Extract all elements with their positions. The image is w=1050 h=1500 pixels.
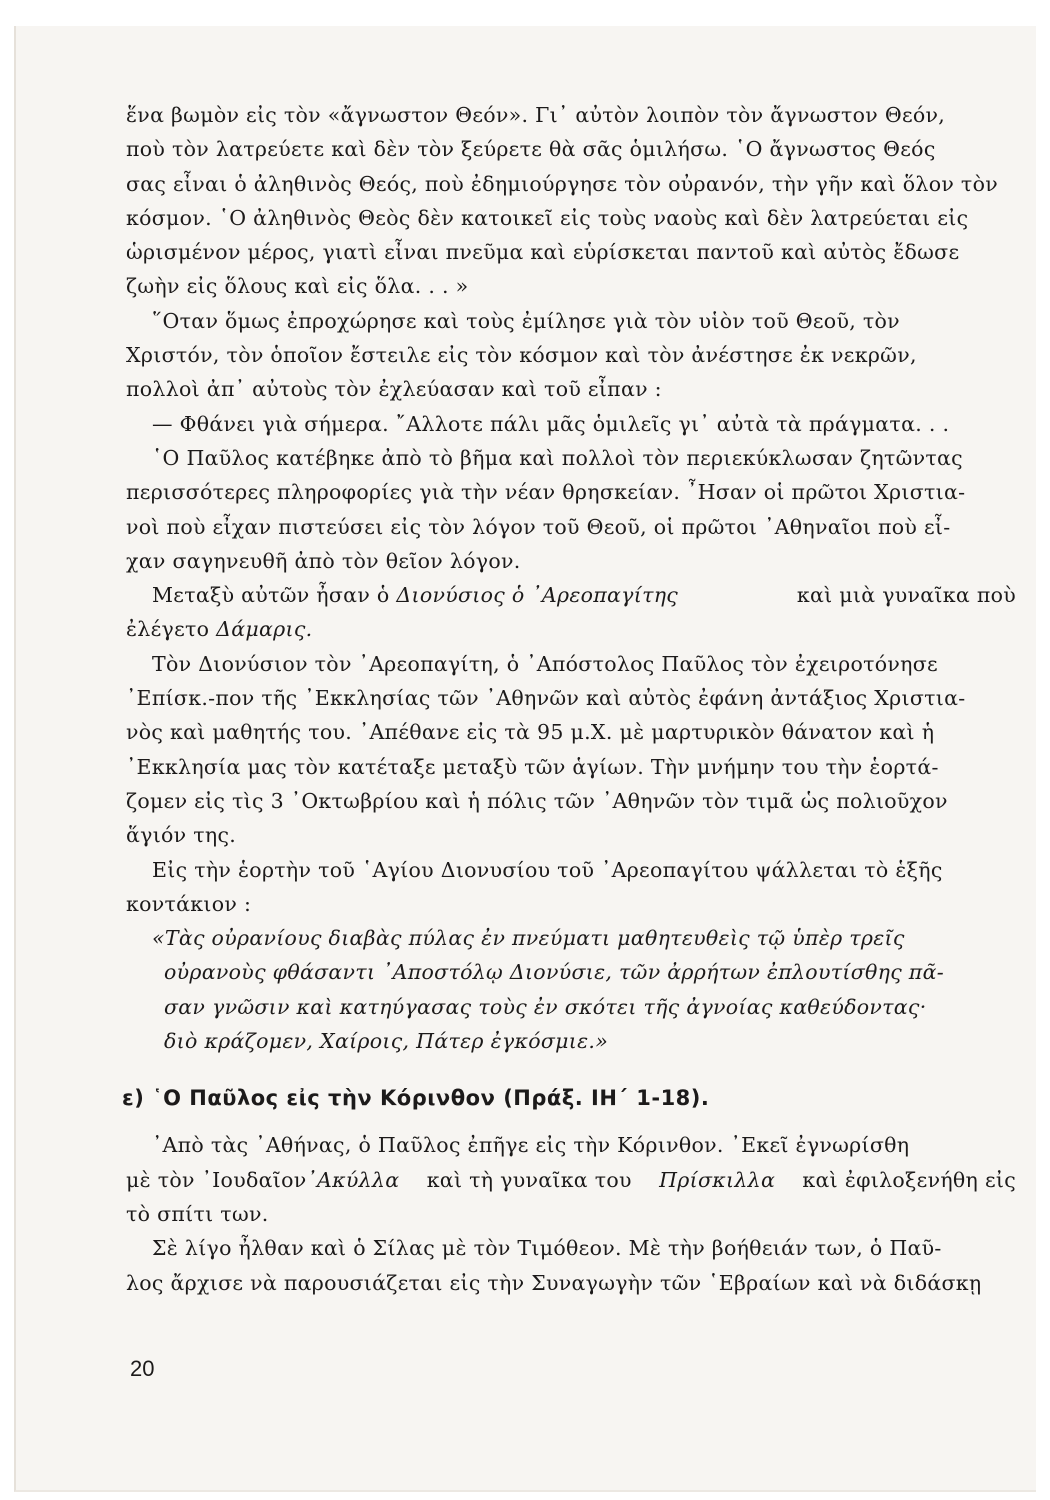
text-span: ἕνα βωμὸν εἰς τὸν «ἄγνωστον Θεόν». Γι᾽ αὐτὸν λοιπὸν τὸν ἄγνωστον Θεόν, [126, 103, 946, 127]
text-span: «Τὰς οὐρανίους διαβὰς πύλας ἐν πνεύματι μαθητευθεὶς τῷ ὑπὲρ τρεῖς [152, 926, 905, 951]
text-span: ζομεν εἰς τὶς 3 ᾽Οκτωβρίου καὶ ἡ πόλις τῶν ᾽Αθηνῶν τὸν τιμᾶ ὡς πολιοῦχον [126, 788, 948, 813]
text-line [126, 1163, 1016, 1197]
person-name: Διονύσιος ὁ ᾽Αρεοπαγίτης [396, 583, 679, 608]
text-line [126, 853, 1016, 887]
text-line [126, 1266, 1016, 1300]
text-line [126, 544, 1016, 578]
text-span: ᾽Εκκλησία μας τὸν κατέταξε μεταξὺ τῶν ἁγίων. Τὴν μνήμην του τὴν ἑορτά- [126, 754, 939, 779]
text-line [126, 235, 1016, 269]
section-heading: ε) ῾Ο Παῦλος εἰς τὴν Κόρινθον (Πράξ. ΙΗ´ 1-18). [122, 1086, 710, 1111]
text-line [126, 818, 1016, 852]
text-line [126, 612, 1016, 646]
text-line [126, 132, 1016, 166]
text-line [126, 1197, 1016, 1231]
text-span: τὸ σπίτι των. [126, 1201, 269, 1226]
text-span: καὶ μιὰ γυναῖκα ποὺ [796, 583, 1016, 608]
text-span: ᾽Απὸ τὰς ᾽Αθήνας, ὁ Παῦλος ἐπῆγε εἰς τὴν Κόρινθον. ᾽Εκεῖ ἐγνωρίσθη [152, 1133, 910, 1158]
text-line [126, 201, 1016, 235]
text-span: Εἰς τὴν ἑορτὴν τοῦ ῾Αγίου Διονυσίου τοῦ ᾽Αρεοπαγίτου ψάλλεται τὸ ἑξῆς [152, 857, 943, 882]
text-span: — Φθάνει γιὰ σήμερα. ῎Αλλοτε πάλι μᾶς ὁμιλεῖς γι᾽ αὐτὰ τὰ πράγματα. . . [152, 411, 950, 436]
text-line [126, 372, 1016, 406]
dialogue-line [126, 407, 1016, 441]
text-line [126, 98, 1016, 132]
text-line [126, 167, 1016, 201]
text-span: ῞Οταν ὅμως ἐπροχώρησε καὶ τοὺς ἐμίλησε γιὰ τὸν υἱὸν τοῦ Θεοῦ, τὸν [152, 308, 900, 333]
text-span: νοὶ ποὺ εἶχαν πιστεύσει εἰς τὸν λόγον τοῦ Θεοῦ, οἱ πρῶτοι ᾽Αθηναῖοι ποὺ εἶ- [126, 514, 951, 539]
text-span: περισσότερες πληροφορίες γιὰ τὴν νέαν θρησκείαν. ῏Ησαν οἱ πρῶτοι Χριστια- [126, 480, 966, 505]
text-line [126, 510, 1016, 544]
text-line [126, 475, 1016, 509]
text-span: ζωὴν εἰς ὅλους καὶ εἰς ὅλα. . . » [126, 274, 469, 299]
text-span: Σὲ λίγο ἦλθαν καὶ ὁ Σίλας μὲ τὸν Τιμόθεον. Μὲ τὴν βοήθειάν των, ὁ Παῦ- [152, 1236, 942, 1261]
text-span: ὡρισμένον μέρος, γιατὶ εἶναι πνεῦμα καὶ εὑρίσκεται παντοῦ καὶ αὐτὸς ἔδωσε [126, 240, 960, 265]
text-line [126, 784, 1016, 818]
hymn-line [126, 921, 1016, 955]
text-span: σας εἶναι ὁ ἀληθινὸς Θεός, ποὺ ἐδημιούργησε τὸν οὐρανόν, τὴν γῆν καὶ ὅλον τὸν [126, 171, 998, 196]
person-name: Πρίσκιλλα [659, 1167, 776, 1192]
text-span: νὸς καὶ μαθητής του. ᾽Απέθανε εἰς τὰ 95 μ.Χ. μὲ μαρτυρικὸν θάνατον καὶ ἡ [126, 720, 935, 745]
text-span: διὸ κράζομεν, Χαίροις, Πάτερ ἐγκόσμιε.» [164, 1029, 609, 1054]
text-line [126, 304, 1016, 338]
person-name: ᾽Ακύλλα [306, 1167, 400, 1192]
text-line [126, 715, 1016, 749]
text-line [126, 1128, 1016, 1162]
hymn-line [126, 990, 1016, 1024]
text-span: χαν σαγηνευθῆ ἀπὸ τὸν θεῖον λόγον. [126, 548, 521, 573]
text-span: Χριστόν, τὸν ὁποῖον ἔστειλε εἰς τὸν κόσμον καὶ τὸν ἀνέστησε ἐκ νεκρῶν, [126, 343, 917, 368]
text-span: ᾽Επίσκ.-πον τῆς ᾽Εκκλησίας τῶν ᾽Αθηνῶν καὶ αὐτὸς ἐφάνη ἀντάξιος Χριστια- [126, 686, 966, 711]
text-span: λος ἄρχισε νὰ παρουσιάζεται εἰς τὴν Συναγωγὴν τῶν ῾Εβραίων καὶ νὰ διδάσκῃ [126, 1270, 982, 1295]
text-span: καὶ τὴ γυναῖκα του [426, 1167, 632, 1192]
text-span: κοντάκιον : [126, 891, 252, 916]
text-line [126, 338, 1016, 372]
text-line [126, 1231, 1016, 1265]
text-span: κόσμον. ῾Ο ἀληθινὸς Θεὸς δὲν κατοικεῖ εἰς τοὺς ναοὺς καὶ δὲν λατρεύεται εἰς [126, 205, 969, 230]
text-line [126, 441, 1016, 475]
text-line [126, 681, 1016, 715]
text-span [152, 578, 678, 612]
text-span: πολλοὶ ἀπ᾽ αὐτοὺς τὸν ἐχλεύασαν καὶ τοῦ εἶπαν : [126, 377, 662, 402]
text-span: ποὺ τὸν λατρεύετε καὶ δὲν τὸν ξεύρετε θὰ σᾶς ὁμιλήσω. ῾Ο ἄγνωστος Θεός [126, 137, 936, 162]
text-span [126, 1163, 399, 1197]
text-line [126, 647, 1016, 681]
hymn-line [126, 1024, 1016, 1058]
hymn-line [126, 955, 1016, 989]
text-span: ἅγιόν της. [126, 823, 237, 848]
text-line [126, 887, 1016, 921]
text-span: μὲ τὸν ᾽Ιουδαῖον [126, 1167, 307, 1192]
text-span: ῾Ο Παῦλος κατέβηκε ἀπὸ τὸ βῆμα καὶ πολλοὶ τὸν περιεκύκλωσαν ζητῶντας [152, 445, 963, 470]
text-line [126, 269, 1016, 303]
person-name: Δάμαρις. [216, 617, 313, 642]
text-span: ἐλέγετο [126, 617, 210, 642]
spacer [126, 1058, 1016, 1076]
text-span: σαν γνῶσιν καὶ κατηύγασας τοὺς ἐν σκότει τῆς ἀγνοίας καθεύδοντας· [164, 994, 927, 1019]
spacer [126, 1120, 1016, 1128]
page-number: 20 [130, 1356, 155, 1381]
page-body [122, 98, 1016, 1300]
text-line [126, 578, 1016, 612]
text-span: Τὸν Διονύσιον τὸν ᾽Αρεοπαγίτη, ὁ ᾽Απόστολος Παῦλος τὸν ἐχειροτόνησε [152, 651, 938, 676]
text-span: οὐρανοὺς φθάσαντι ᾽Αποστόλῳ Διονύσιε, τῶν ἀρρήτων ἐπλουτίσθης πᾶ- [164, 960, 944, 985]
text-span: Μεταξὺ αὐτῶν ἦσαν ὁ [152, 583, 390, 608]
text-line [126, 750, 1016, 784]
text-span: καὶ ἐφιλοξενήθη εἰς [802, 1167, 1016, 1192]
